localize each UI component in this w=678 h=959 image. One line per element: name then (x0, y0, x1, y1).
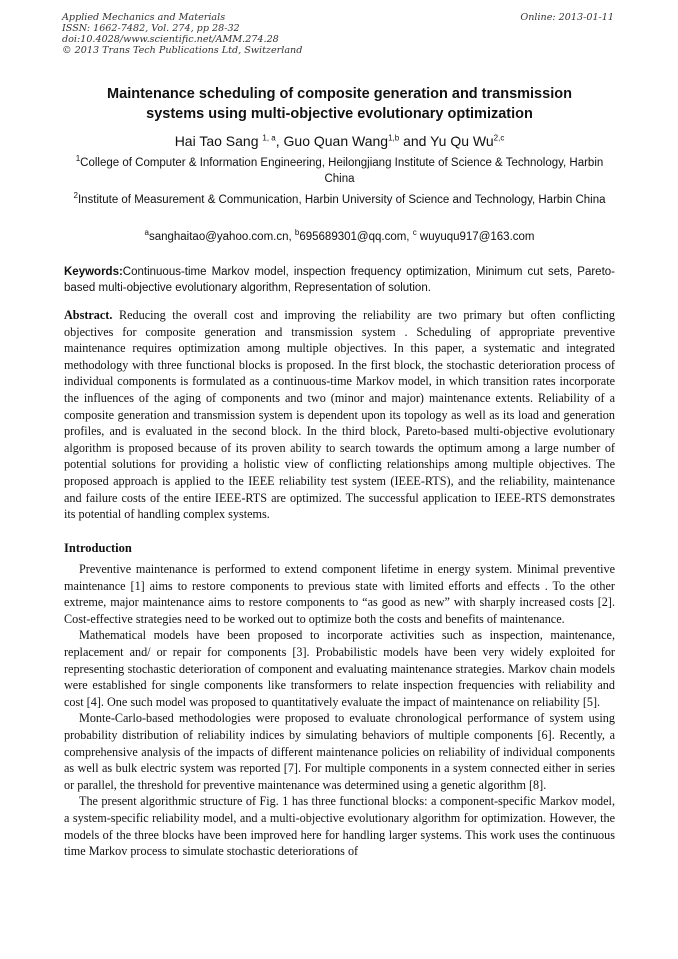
abstract-label: Abstract. (64, 308, 113, 322)
email-address[interactable]: sanghaitao@yahoo.com.cn (148, 231, 289, 243)
affiliation-1 (64, 155, 615, 187)
email-mark: a (144, 228, 149, 238)
abstract-paragraph (64, 307, 615, 523)
intro-paragraph: Mathematical models have been proposed to incorporate activities such as inspection, maintenance, replacement and/ or repair for components [3]. Probabilistic models have been very widely exploited for representing stochastic deterioration of component and evaluating maintenance strategies. Markov chain models were established for single components like transformers to relate inspection frequencies with reliability and cost [4]. One such model was proposed to quantitatively evaluate the impact of maintenance on reliability [5]. (64, 628, 615, 709)
online-date: Online: 2013-01-11 (520, 12, 614, 23)
email-separator: , (288, 231, 295, 243)
issn-line: ISSN: 1662-7482, Vol. 274, pp 28-32 (62, 23, 240, 34)
author-affil-mark: 1, a (262, 133, 276, 143)
affil-mark: 2 (73, 191, 78, 201)
email-address[interactable]: 695689301@qq.com (299, 231, 407, 243)
author-affil-mark: 1,b (388, 133, 400, 143)
affiliation-2 (64, 192, 615, 208)
affil-text: Institute of Measurement & Communication, Harbin University of Science and Technology, Harbin China (77, 194, 606, 206)
title-line-2: systems using multi-objective evolutionary optimization (146, 106, 533, 122)
intro-paragraph: The present algorithmic structure of Fig. 1 has three functional blocks: a component-specific Markov model, a system-specific reliability model, and a multi-objective evolutionary algorithm for optimization. However, the models of the three blocks have been improved here for handling larger systems. This work uses the continuous time Markov process to simulate stochastic deteriorations of (64, 794, 615, 859)
email-list (64, 229, 615, 245)
journal-name: Applied Mechanics and Materials (62, 12, 226, 23)
abstract (64, 307, 615, 523)
intro-paragraph: Preventive maintenance is performed to extend component lifetime in energy system. Minimal preventive maintenance [1] aims to restore components to previous state with limited efforts and effects . To the other extreme, major maintenance aims to restore components to “as good as new” with sharply increased costs [2]. Cost-effective strategies need to be worked out to optimize both the costs and benefits of maintenance. (64, 562, 615, 626)
copyright-line: © 2013 Trans Tech Publications Ltd, Switzerland (62, 45, 303, 56)
author-name: Guo Quan Wang (283, 133, 389, 149)
intro-paragraph: Monte-Carlo-based methodologies were proposed to evaluate chronological performance of system using probability distribution of reliability indices by simulating behaviors of multiple components [6]. Recently, a comprehensive analysis of the impacts of different maintenance policies on reliability of individual components as well as bulk electric system was reported [7]. For multiple components in a system connected either in series or parallel, the threshold for preventive maintenance was determined using a genetic algorithm [8]. (64, 711, 615, 792)
keywords-label: Keywords: (64, 266, 123, 278)
journal-metadata (62, 12, 302, 56)
section-heading-introduction: Introduction (64, 541, 132, 555)
author-name: Yu Qu Wu (430, 133, 494, 149)
doi-line: doi:10.4028/www.scientific.net/AMM.274.28 (62, 34, 279, 45)
paper-title (64, 84, 615, 124)
abstract-text: Reducing the overall cost and improving the reliability are two primary but often conflicting objectives for composite generation and transmission system . Scheduling of appropriate preventive maintenance requires optimization among multiple objectives. In this paper, a systematic and integrated methodology with three functional blocks is proposed. In the first block, the stochastic deterioration process of individual components is formulated as a continuous-time Markov model, in which transition rates incorporate the influences of the aging of components and two (minor and major) maintenance extents. Reliability of a composite generation and transmission system is dependent upon its topology as well as its load and generation profiles, and is evaluated in the second block. In the third block, Pareto-based multi-objective evolutionary algorithm is proposed because of its proven ability to search towards the optimum among a large number of potential solutions for providing a holistic view of conflicting relationships among multiple objectives. The proposed approach is applied to the IEEE reliability test system (IEEE-RTS), and the reliability, maintenance and failure costs of the entire IEEE-RTS are optimized. The successful application to IEEE-RTS demonstrates its potential of handling complex systems. (64, 308, 616, 522)
affil-text: College of Computer & Information Engineering, Heilongjiang Institute of Science & Technology, Harbin China (80, 157, 604, 185)
email-mark: b (294, 228, 300, 238)
title-line-1: Maintenance scheduling of composite generation and transmission (107, 86, 572, 102)
author-separator: and (399, 133, 431, 149)
author-list (64, 132, 615, 150)
email-mark: c (412, 228, 417, 238)
email-address[interactable]: wuyuqu917@163.com (416, 231, 535, 243)
author-affil-mark: 2,c (493, 133, 505, 143)
introduction-body (64, 561, 615, 860)
author-separator: , (275, 133, 284, 149)
email-separator: , (406, 231, 413, 243)
keywords (64, 264, 615, 296)
keywords-text: Continuous-time Markov model, inspection frequency optimization, Minimum cut sets, Pareto-based multi-objective evolutionary algorithm, Representation of solution. (64, 266, 615, 294)
author-name: Hai Tao Sang (174, 133, 263, 149)
affil-mark: 1 (75, 154, 81, 164)
